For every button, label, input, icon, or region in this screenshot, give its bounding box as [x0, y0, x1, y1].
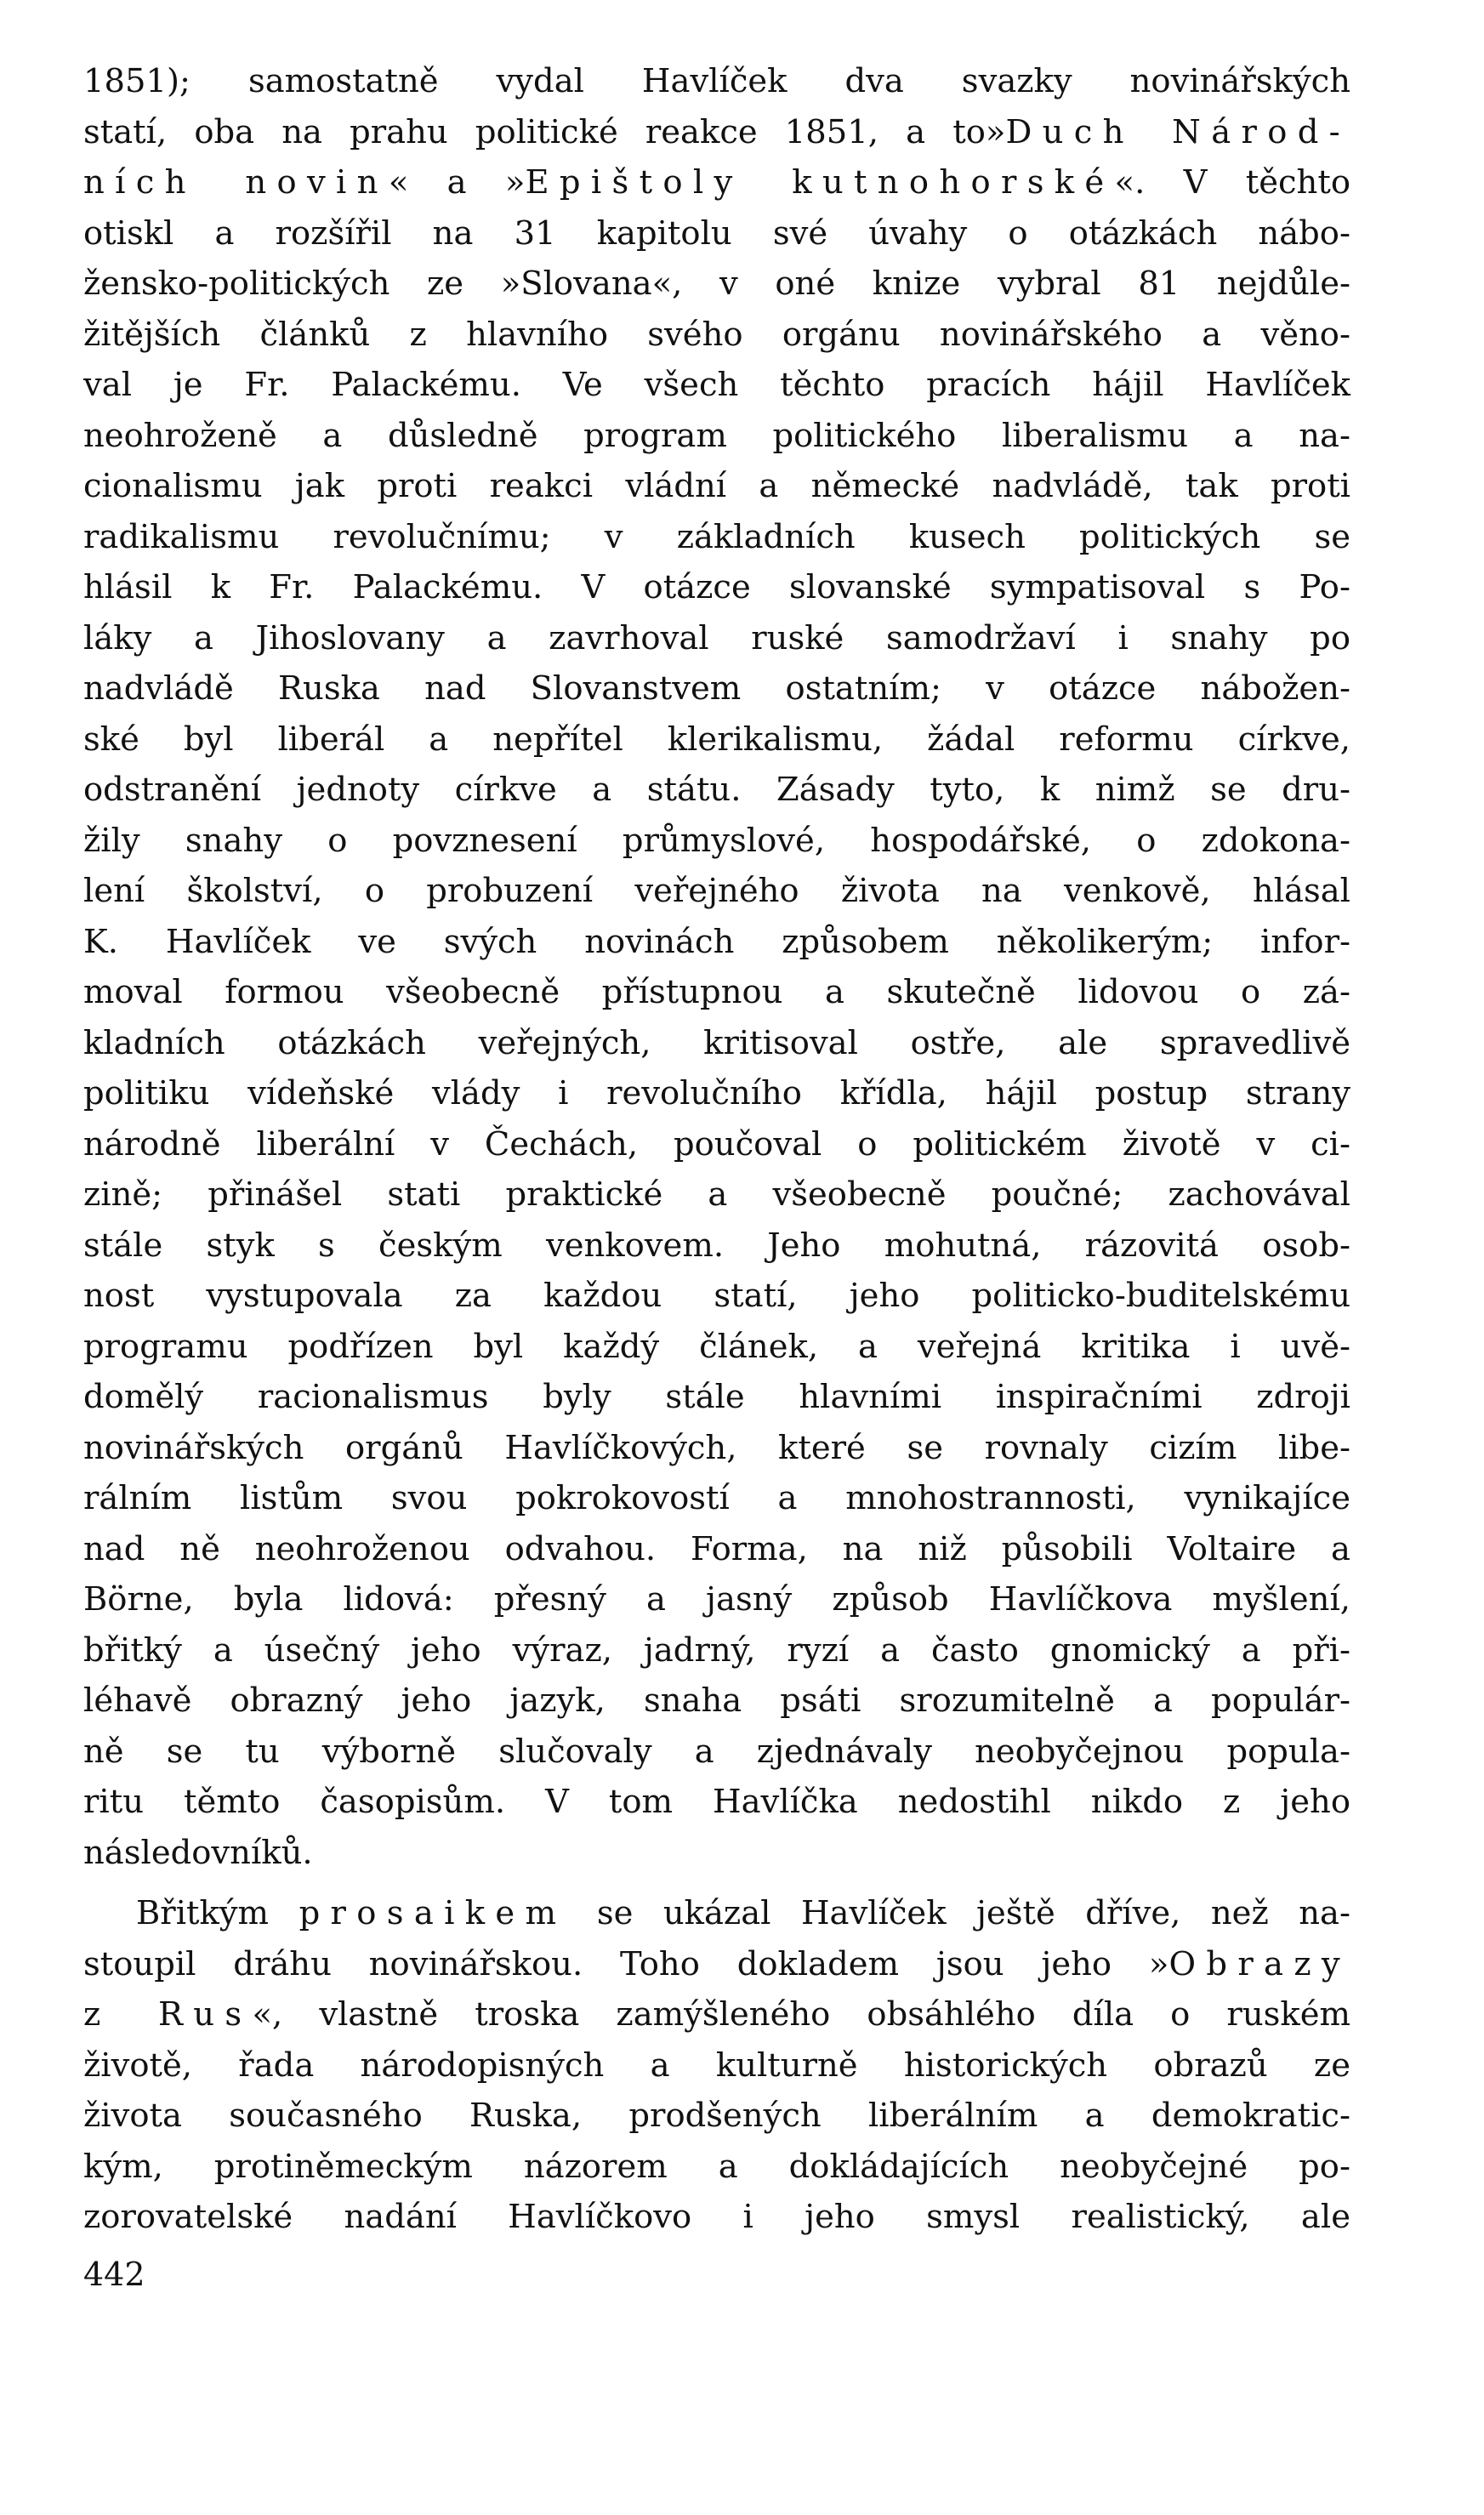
text-run: hlásil k Fr. Palackému. V otázce slovanské sympatisoval s Po-	[83, 568, 1350, 606]
text-run: nad ně neohroženou odvahou. Forma, na niž působili Voltaire a	[83, 1529, 1350, 1568]
page-body	[83, 56, 1350, 2243]
text-line	[83, 107, 1350, 158]
text-run: lení školství, o probuzení veřejného života na venkově, hlásal	[83, 872, 1350, 910]
text-run: života současného Ruska, prodšených liberálním a demokratic-	[83, 2097, 1350, 2135]
text-run: zině; přinášel stati praktické a všeobecně poučné; zachovával	[83, 1175, 1350, 1214]
text-run: cionalismu jak proti reakci vládní a německé nadvládě, tak proti	[83, 467, 1350, 505]
spaced-emphasis: ních novin	[83, 163, 389, 202]
text-line	[83, 208, 1350, 259]
spaced-emphasis: prosaikem	[299, 1894, 567, 1932]
text-run: moval formou všeobecně přístupnou a skutečně lidovou o zá-	[83, 973, 1350, 1011]
text-line	[83, 1939, 1350, 1990]
text-run: se ukázal Havlíček ještě dříve, než na-	[566, 1894, 1350, 1932]
text-line	[83, 613, 1350, 664]
text-line	[83, 1727, 1350, 1778]
text-run: politiku vídeňské vlády i revolučního křídla, hájil postup strany	[83, 1074, 1350, 1112]
text-run: žensko-politických ze »Slovana«, v oné knize vybral 81 nejdůle-	[83, 265, 1350, 303]
text-run: «, vlastně troska zamýšleného obsáhlého díla o ruském	[252, 1995, 1350, 2034]
text-line	[83, 1828, 1350, 1879]
spaced-emphasis: Obrazy	[1168, 1944, 1350, 1983]
text-run: 1851); samostatně vydal Havlíček dva svazky novinářských	[83, 62, 1350, 100]
text-line	[83, 765, 1350, 816]
text-line	[83, 562, 1350, 613]
text-line	[83, 1777, 1350, 1828]
text-run: léhavě obrazný jeho jazyk, snaha psáti srozumitelně a populár-	[83, 1681, 1350, 1720]
text-line	[83, 461, 1350, 512]
text-run: rálním listům svou pokrokovostí a mnohostrannosti, vynikajíce	[83, 1479, 1350, 1517]
text-run: láky a Jihoslovany a zavrhoval ruské samodržaví i snahy po	[83, 618, 1350, 657]
text-line	[83, 1524, 1350, 1575]
text-line	[83, 1169, 1350, 1221]
text-line	[83, 967, 1350, 1018]
page-number: 442	[83, 2256, 145, 2293]
text-line	[83, 1271, 1350, 1322]
text-run: břitký a úsečný jeho výraz, jadrný, ryzí a často gnomický a při-	[83, 1630, 1350, 1670]
spaced-emphasis: z Rus	[83, 1995, 253, 2034]
text-run: žitějších článků z hlavního svého orgánu novinářského a věno-	[83, 315, 1350, 354]
text-run: K. Havlíček ve svých novinách způsobem několikerým; infor-	[83, 922, 1350, 961]
text-line	[83, 2091, 1350, 2142]
text-line	[83, 1322, 1350, 1373]
text-line	[83, 1068, 1350, 1119]
text-run: ritu těmto časopisům. V tom Havlíčka nedostihl nikdo z jeho	[83, 1783, 1350, 1821]
text-line	[83, 1423, 1350, 1474]
text-line	[83, 2192, 1350, 2243]
text-line	[83, 360, 1350, 411]
spaced-emphasis: Epištoly kutnohorské	[525, 163, 1115, 202]
text-line	[83, 816, 1350, 867]
text-run: «. V těchto	[1114, 163, 1351, 202]
text-run: « a »	[388, 163, 526, 202]
text-run: otiskl a rozšířil na 31 kapitolu své úvahy o otázkách nábo-	[83, 213, 1350, 253]
text-run: stále styk s českým venkovem. Jeho mohutná, rázovitá osob-	[83, 1226, 1350, 1265]
text-run: životě, řada národopisných a kulturně historických obrazů ze	[83, 2046, 1350, 2085]
text-line	[83, 1119, 1350, 1170]
text-run: kladních otázkách veřejných, kritisoval ostře, ale spravedlivě	[83, 1023, 1350, 1062]
text-line	[83, 259, 1350, 310]
text-run: ně se tu výborně slučovaly a zjednávaly neobyčejnou popula-	[83, 1732, 1350, 1771]
text-line	[83, 1221, 1350, 1272]
text-run: Břitkým	[136, 1894, 299, 1932]
text-run: programu podřízen byl každý článek, a veřejná kritika i uvě-	[83, 1327, 1350, 1366]
text-run: stoupil dráhu novinářskou. Toho dokladem jsou jeho »	[83, 1944, 1169, 1983]
text-run: kým, protiněmeckým názorem a dokládajících neobyčejné po-	[83, 2147, 1350, 2186]
text-line	[83, 1018, 1350, 1069]
paragraph	[83, 56, 1350, 1878]
text-line	[83, 512, 1350, 563]
text-line	[83, 2040, 1350, 2091]
text-line	[83, 2142, 1350, 2193]
text-run: národně liberální v Čechách, poučoval o politickém životě v ci-	[83, 1124, 1350, 1164]
text-line	[83, 714, 1350, 765]
text-line	[83, 411, 1350, 462]
text-line	[83, 1473, 1350, 1524]
text-run: domělý racionalismus byly stále hlavními inspiračními zdroji	[83, 1378, 1350, 1416]
text-line	[83, 310, 1350, 361]
text-run: val je Fr. Palackému. Ve všech těchto pracích hájil Havlíček	[83, 366, 1350, 404]
text-run: následovníků.	[83, 1833, 313, 1872]
text-line	[83, 157, 1350, 208]
text-run: novinářských orgánů Havlíčkových, které se rovnaly cizím libe-	[83, 1428, 1350, 1467]
text-line	[83, 866, 1350, 917]
text-run: statí, oba na prahu politické reakce 1851, a to»	[83, 112, 1006, 151]
text-run: neohroženě a důsledně program politického liberalismu a na-	[83, 416, 1350, 455]
text-line	[83, 1625, 1350, 1676]
text-line	[83, 917, 1350, 968]
text-line	[83, 1574, 1350, 1625]
text-run: žily snahy o povznesení průmyslové, hospodářské, o zdokona-	[83, 821, 1350, 860]
text-run: radikalismu revolučnímu; v základních kusech politických se	[83, 517, 1350, 556]
text-line	[83, 1372, 1350, 1423]
text-run: nost vystupovala za každou statí, jeho politicko-buditelskému	[83, 1277, 1350, 1315]
text-line	[83, 1989, 1350, 2040]
text-line	[83, 1676, 1350, 1727]
text-line	[83, 663, 1350, 714]
text-line	[83, 56, 1350, 107]
text-line	[83, 1888, 1350, 1939]
paragraph	[83, 1888, 1350, 2243]
text-run: odstranění jednoty církve a státu. Zásady tyto, k nimž se dru-	[83, 771, 1350, 809]
spaced-emphasis: Duch Národ-	[1005, 112, 1350, 151]
text-run: nadvládě Ruska nad Slovanstvem ostatním; v otázce nábožen-	[83, 669, 1350, 708]
text-run: ské byl liberál a nepřítel klerikalismu, žádal reformu církve,	[83, 720, 1350, 759]
text-run: zorovatelské nadání Havlíčkovo i jeho smysl realistický, ale	[83, 2198, 1350, 2236]
text-run: Börne, byla lidová: přesný a jasný způsob Havlíčkova myšlení,	[83, 1580, 1350, 1619]
